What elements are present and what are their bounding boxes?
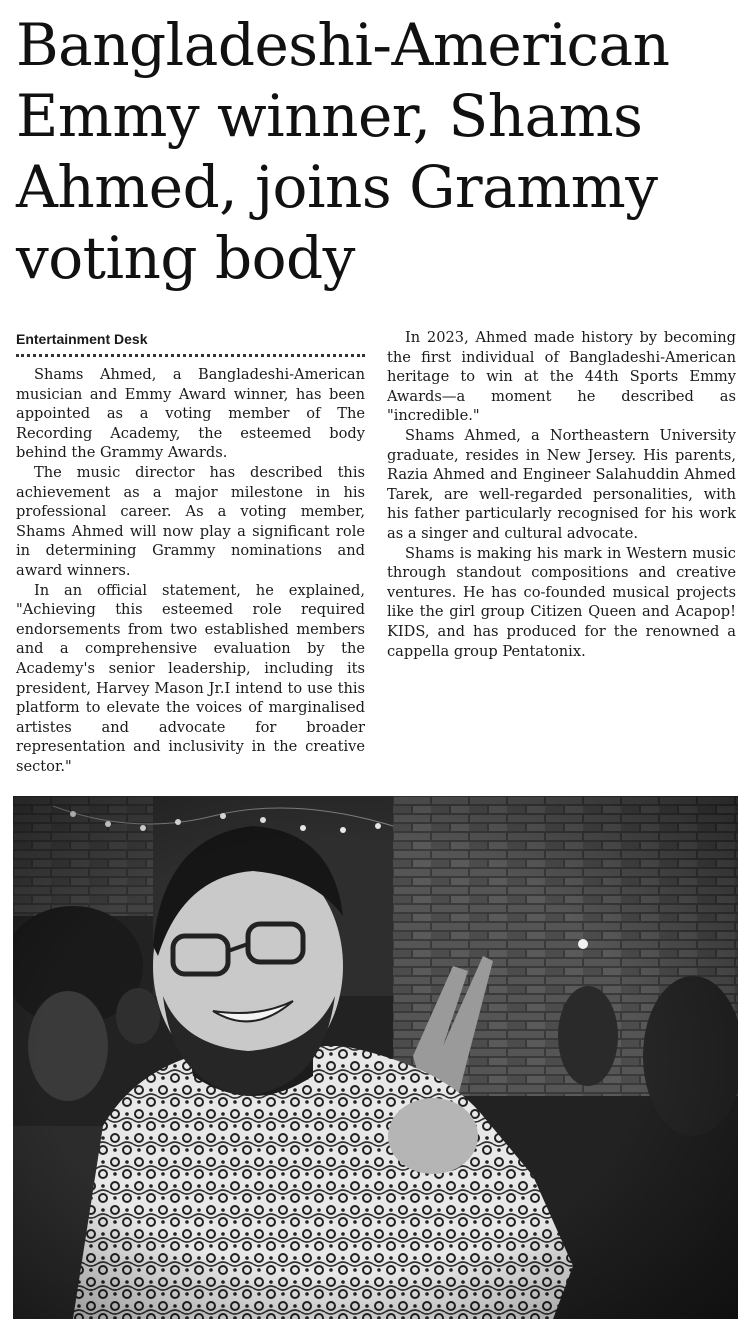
paragraph: Shams Ahmed, a Bangladeshi-American musician and Emmy Award winner, has been appointed as a voting member of The Recording Academy, the esteemed body behind the Grammy Awards.	[16, 366, 365, 462]
paragraph: Shams Ahmed, a Northeastern University graduate, resides in New Jersey. His parents, Razia Ahmed and Engineer Salahuddin Ahmed Tarek, are well-regarded personalities, with his father particularly recognised for his work as a singer and cultural advocate.	[387, 426, 736, 542]
headline: Bangladeshi-American Emmy winner, Shams Ahmed, joins Grammy voting body	[16, 11, 670, 292]
paragraph: In an official statement, he explained, "Achieving this esteemed role required endorsements from two established members and a comprehensive evaluation by the Academy's senior leadership, including its president, Harvey Mason Jr.I intend to use this platform to elevate the voices of marginalised artistes and advocate for broader representation and inclusivity in the creative sector."	[16, 581, 365, 775]
byline: Entertainment Desk	[16, 328, 365, 357]
paragraph: Shams is making his mark in Western music through standout compositions and creative ventures. He has co-founded musical projects like the girl group Citizen Queen and Acapop! KIDS, and has produced for the renowned a cappella group Pentatonix.	[387, 544, 736, 660]
paragraph: The music director has described this achievement as a major milestone in his professional career. As a voting member, Shams Ahmed will now play a significant role in determining Grammy nominations and award winners.	[16, 463, 365, 579]
article-body	[16, 328, 736, 788]
article-photo	[13, 796, 738, 1319]
portrait-photo-icon	[13, 796, 738, 1319]
paragraph: In 2023, Ahmed made history by becoming the first individual of Bangladeshi-American heritage to win at the 44th Sports Emmy Awards—a moment he described as "incredible."	[387, 329, 736, 425]
